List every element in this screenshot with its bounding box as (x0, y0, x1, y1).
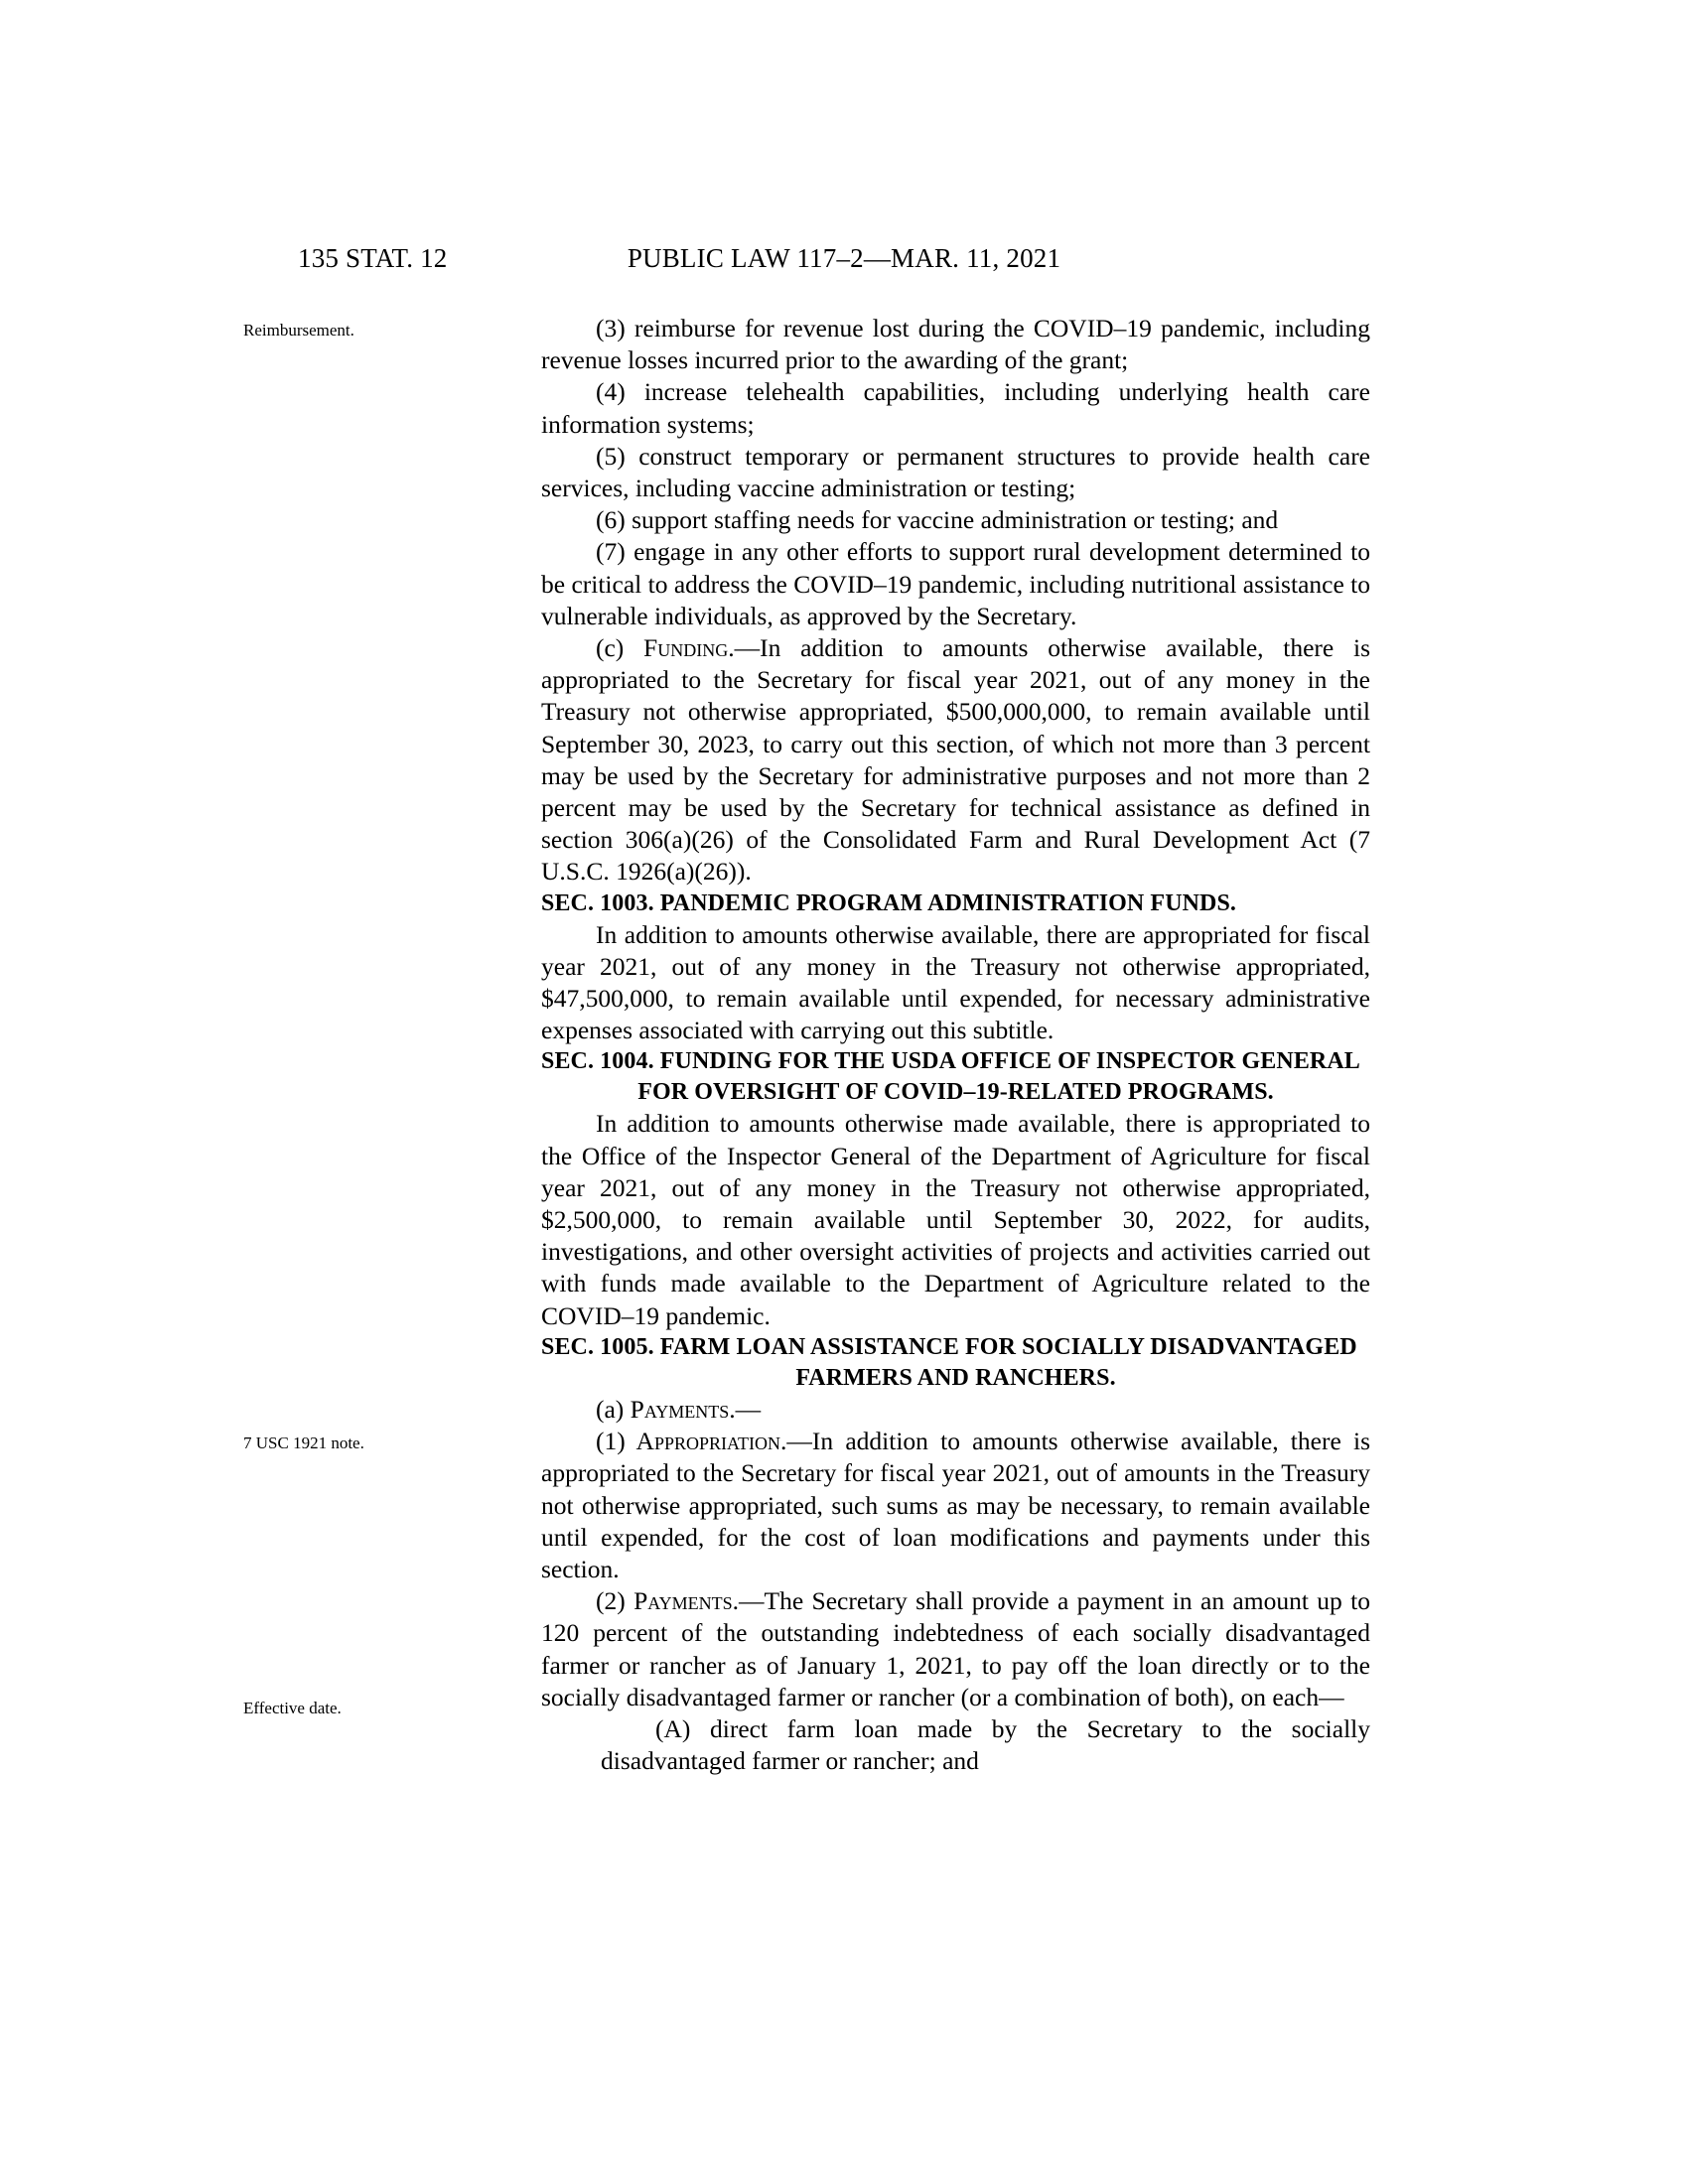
subsection-c-text: .—In addition to amounts otherwise available, there is appropriated to the Secretary for fiscal year 2021, out of any money in the Treasury not otherwise appropriated, $500,000,000, to remain available until September 30, 2023, to carry out this section, of which not more than 3 percent may be used by the Secretary for administrative purposes and not more than 2 percent may be used by the Secretary for technical assistance as defined in section 306(a)(26) of the Consolidated Farm and Rural Development Act (7 U.S.C. 1926(a)(26)). (541, 633, 1370, 887)
section-1003-text: In addition to amounts otherwise available, there are appropriated for fiscal year 2021, out of any money in the Treasury not otherwise appropriated, $47,500,000, to remain available until expended, for necessary administrative expenses associated with carrying out this subtitle. (541, 919, 1370, 1045)
paragraph-a1-caps: ppropriation (653, 1427, 780, 1456)
paragraph-6: (6) support staffing needs for vaccine administration or testing; and (596, 505, 1279, 535)
subsection-a-payments (541, 1394, 1370, 1426)
page-title: PUBLIC LAW 117–2—MAR. 11, 2021 (627, 243, 1061, 273)
subsection-c-caps: unding (657, 633, 729, 663)
paragraph-a1-label: (1) A (596, 1427, 654, 1456)
paragraph-7: (7) engage in any other efforts to support rural development determined to be critical to address the COVID–19 pandemic, including nutritional assistance to vulnerable individuals, as approved by the Secretary. (541, 537, 1370, 630)
subsection-c-funding (541, 632, 1370, 888)
page-header (0, 243, 1688, 283)
body-column (541, 313, 1370, 1777)
section-1004-heading-line1: SEC. 1004. FUNDING FOR THE USDA OFFICE OF INSPECTOR GENERAL (541, 1048, 1360, 1075)
margin-note-usc: 7 USC 1921 note. (243, 1433, 364, 1452)
paragraph-a2-caps: ayments (647, 1586, 733, 1616)
paragraph-a1-text: .—In addition to amounts otherwise available, there is appropriated to the Secretary for fiscal year 2021, out of amounts in the Treasury not otherwise appropriated, such sums as may be necessary, to remain available until expended, for the cost of loan modifications and payments under this section. (541, 1427, 1370, 1583)
paragraph-4: (4) increase telehealth capabilities, including underlying health care information systems; (541, 377, 1370, 439)
section-1004-heading-line2: FOR OVERSIGHT OF COVID–19-RELATED PROGRAMS. (637, 1079, 1274, 1106)
subsection-c-label: (c) F (596, 633, 658, 663)
paragraph-a2-subparagraph-A: (A) direct farm loan made by the Secretary to the socially disadvantaged farmer or rancher; and (601, 1713, 1370, 1776)
paragraph-a2-payments (541, 1585, 1370, 1713)
subsection-a-caps: ayments (643, 1394, 730, 1424)
paragraph-5: (5) construct temporary or permanent structures to provide health care services, including vaccine administration or testing; (541, 441, 1370, 503)
paragraph-3: (3) reimburse for revenue lost during the COVID–19 pandemic, including revenue losses incurred prior to the awarding of the grant; (541, 314, 1370, 375)
paragraph-a1-appropriation (541, 1426, 1370, 1585)
section-1004-text: In addition to amounts otherwise made available, there is appropriated to the Office of the Inspector General of the Department of Agriculture for fiscal year 2021, out of any money in the Treasury not otherwise appropriated, $2,500,000, to remain available until September 30, 2022, for audits, investigations, and other oversight activities of projects and activities carried out with funds made available to the Department of Agriculture related to the COVID–19 pandemic. (541, 1109, 1370, 1330)
section-1003-heading: SEC. 1003. PANDEMIC PROGRAM ADMINISTRATION FUNDS. (541, 889, 1237, 916)
subsection-a-text: .— (729, 1394, 762, 1424)
margin-note-reimbursement: Reimbursement. (243, 321, 354, 340)
section-1005-heading-line2: FARMERS AND RANCHERS. (795, 1364, 1116, 1391)
paragraph-a2-text: .—The Secretary shall provide a payment in an amount up to 120 percent of the outstanding indebtedness of each socially disadvantaged farmer or rancher as of January 1, 2021, to pay off the loan directly or to the socially disadvantaged farmer or rancher (or a combination of both), on each— (541, 1586, 1370, 1711)
subsection-a-label: (a) P (596, 1394, 644, 1424)
stat-page-number: 135 STAT. 12 (298, 243, 448, 273)
margin-note-effective-date: Effective date. (243, 1699, 342, 1717)
section-1005-heading-line1: SEC. 1005. FARM LOAN ASSISTANCE FOR SOCIALLY DISADVANTAGED (541, 1333, 1357, 1360)
paragraph-a2-label: (2) P (596, 1586, 648, 1616)
